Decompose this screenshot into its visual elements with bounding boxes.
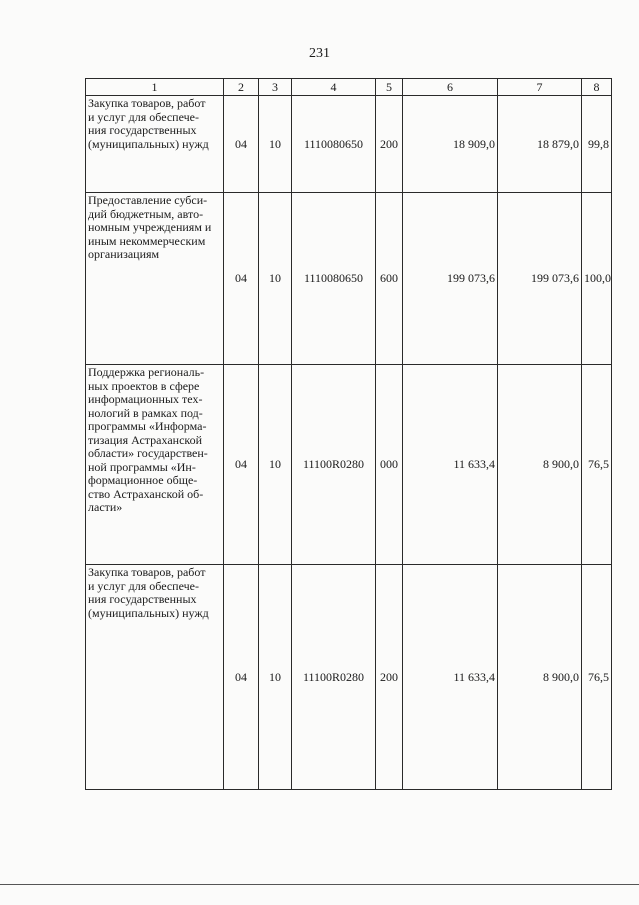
row-expense-type: 000 [376,365,403,565]
row-subsection-code: 10 [259,193,292,365]
column-header-2: 2 [224,79,259,96]
row-section-code: 04 [224,565,259,790]
row-subsection-code: 10 [259,365,292,565]
row-target-code: 11100R0280 [292,565,376,790]
row-planned-amount: 18 909,0 [403,96,498,193]
row-section-code: 04 [224,193,259,365]
column-header-3: 3 [259,79,292,96]
column-header-8: 8 [582,79,612,96]
row-description: Закупка товаров, работ и услуг для обеспече- ния государственных (муниципальных) нужд [86,96,224,193]
row-percent: 76,5 [582,565,612,790]
row-expense-type: 600 [376,193,403,365]
row-description: Поддержка региональ- ных проектов в сфере информационных тех- нологий в рамках под- программы «Информа- тизация Астраханской области» государствен- ной программы «Ин- формационное обще- ство Астраханской об- ласти» [86,365,224,565]
column-header-6: 6 [403,79,498,96]
table-row [86,565,612,790]
budget-table [85,78,612,790]
row-description: Предоставление субси- дий бюджетным, авто- номным учреждениям и иным некоммерческим организациям [86,193,224,365]
row-subsection-code: 10 [259,96,292,193]
row-subsection-code: 10 [259,565,292,790]
row-section-code: 04 [224,96,259,193]
row-description: Закупка товаров, работ и услуг для обеспече- ния государственных (муниципальных) нужд [86,565,224,790]
table-row [86,193,612,365]
row-target-code: 1110080650 [292,193,376,365]
row-section-code: 04 [224,365,259,565]
row-planned-amount: 199 073,6 [403,193,498,365]
column-header-5: 5 [376,79,403,96]
column-header-1: 1 [86,79,224,96]
row-planned-amount: 11 633,4 [403,565,498,790]
row-actual-amount: 8 900,0 [498,365,582,565]
table-row [86,365,612,565]
column-header-7: 7 [498,79,582,96]
page-number: 231 [309,46,330,61]
row-target-code: 11100R0280 [292,365,376,565]
row-actual-amount: 8 900,0 [498,565,582,790]
row-percent: 99,8 [582,96,612,193]
row-expense-type: 200 [376,565,403,790]
column-header-4: 4 [292,79,376,96]
row-percent: 100,0 [582,193,612,365]
row-planned-amount: 11 633,4 [403,365,498,565]
table-row [86,96,612,193]
row-expense-type: 200 [376,96,403,193]
row-percent: 76,5 [582,365,612,565]
row-target-code: 1110080650 [292,96,376,193]
row-actual-amount: 18 879,0 [498,96,582,193]
page-bottom-rule [0,884,639,885]
row-actual-amount: 199 073,6 [498,193,582,365]
header-row [86,79,612,96]
